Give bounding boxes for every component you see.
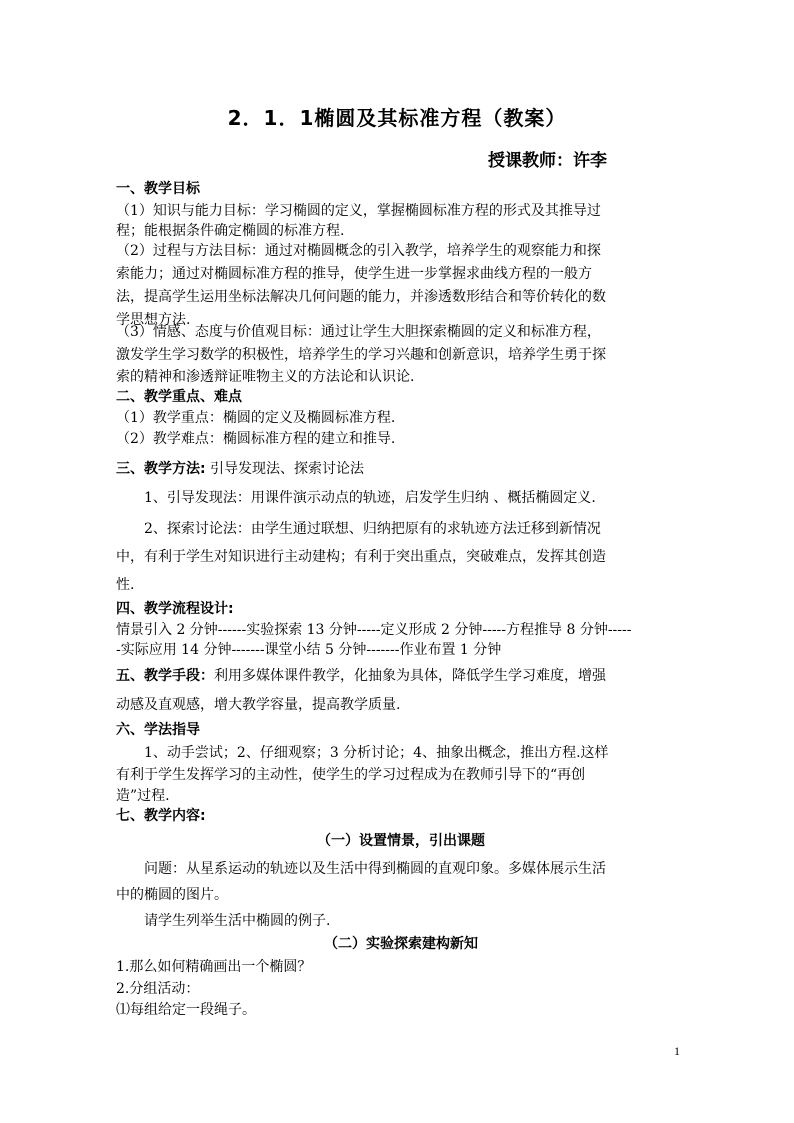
- text-line: 请学生列举生活中椭圆的例子.: [144, 913, 331, 929]
- heading-text: 利用多媒体课件教学，化抽象为具体，降低学生学习难度，增强: [214, 668, 606, 684]
- text-line: 2.分组活动：: [116, 981, 200, 997]
- heading-text: 引导发现法、探索讨论法: [205, 461, 365, 477]
- text-line: 学思想方法.: [116, 312, 191, 328]
- text-line: 激发学生学习数学的积极性，培养学生的学习兴趣和创新意识，培养学生勇于探: [116, 347, 606, 363]
- text-line: 造”过程.: [116, 788, 170, 804]
- text-line: 程；能根据条件确定椭圆的标准方程.: [116, 223, 345, 239]
- text-line: 2、探索讨论法：由学生通过联想、归纳把原有的求轨迹方法迁移到新情况: [144, 521, 601, 537]
- text-line: 中的椭圆的图片。: [116, 887, 228, 903]
- text-line: 问题：从星系运动的轨迹以及生活中得到椭圆的直观印象。多媒体展示生活: [144, 861, 606, 877]
- text-line: 法，提高学生运用坐标法解决几何问题的能力，并渗透数形结合和等价转化的数: [116, 289, 606, 305]
- page-number: 1: [674, 1044, 680, 1058]
- text-line: （1）教学重点：椭圆的定义及椭圆标准方程.: [116, 410, 396, 426]
- teacher-line: 授课教师：许李: [488, 151, 607, 171]
- text-line: （2）过程与方法目标：通过对椭圆概念的引入教学，培养学生的观察能力和探: [116, 243, 601, 259]
- section-heading: 一、教学目标: [116, 181, 200, 197]
- text-line: 索能力；通过对椭圆标准方程的推导，使学生进一步掌握求曲线方程的一般方: [116, 266, 592, 282]
- heading-label: 五、教学手段：: [116, 668, 214, 684]
- text-line: 性.: [116, 577, 135, 593]
- section-heading: [116, 459, 686, 479]
- subsection-heading: （二）实验探索建构新知: [324, 936, 478, 952]
- text-line: 情景引入 2 分钟------实验探索 13 分钟-----定义形成 2 分钟-----方程推导 8 分钟-----: [116, 622, 632, 638]
- text-line: ⑴每组给定一段绳子。: [116, 1002, 256, 1018]
- text-line: 动感及直观感，增大教学容量，提高教学质量.: [116, 697, 401, 713]
- text-line: 中，有利于学生对知识进行主动建构；有利于突出重点，突破难点，发挥其创造: [116, 549, 606, 565]
- subsection-heading: （一）设置情景，引出课题: [317, 833, 485, 849]
- text-line: 1.那么如何精确画出一个椭圆？: [116, 959, 312, 975]
- text-line: 索的精神和渗透辩证唯物主义的方法论和认识论.: [116, 369, 415, 385]
- text-line: 1、引导发现法：用课件演示动点的轨迹，启发学生归纳 、概括椭圆定义.: [144, 490, 596, 506]
- section-heading: [116, 666, 686, 686]
- text-line: 有利于学生发挥学习的主动性，使学生的学习过程成为在教师引导下的“再创: [116, 767, 586, 783]
- text-line: （2）教学难点：椭圆标准方程的建立和推导.: [116, 431, 396, 447]
- section-heading: 七、教学内容:: [116, 808, 206, 824]
- section-heading: 二、教学重点、难点: [116, 389, 242, 405]
- page-title: 2．1．1椭圆及其标准方程（教案）: [227, 106, 567, 130]
- section-heading: 四、教学流程设计:: [116, 601, 234, 617]
- text-line: 1、动手尝试；2、仔细观察；3 分析讨论；4、抽象出概念，推出方程.这样: [144, 745, 609, 761]
- text-line: （3）情感、态度与价值观目标：通过让学生大胆探索椭圆的定义和标准方程，: [116, 324, 601, 340]
- section-heading: 六、学法指导: [116, 722, 200, 738]
- text-line: -实际应用 14 分钟-------课堂小结 5 分钟-------作业布置 1 分钟: [116, 642, 502, 658]
- heading-label: 三、教学方法:: [116, 461, 206, 477]
- text-line: （1）知识与能力目标：学习椭圆的定义，掌握椭圆标准方程的形式及其推导过: [116, 203, 601, 219]
